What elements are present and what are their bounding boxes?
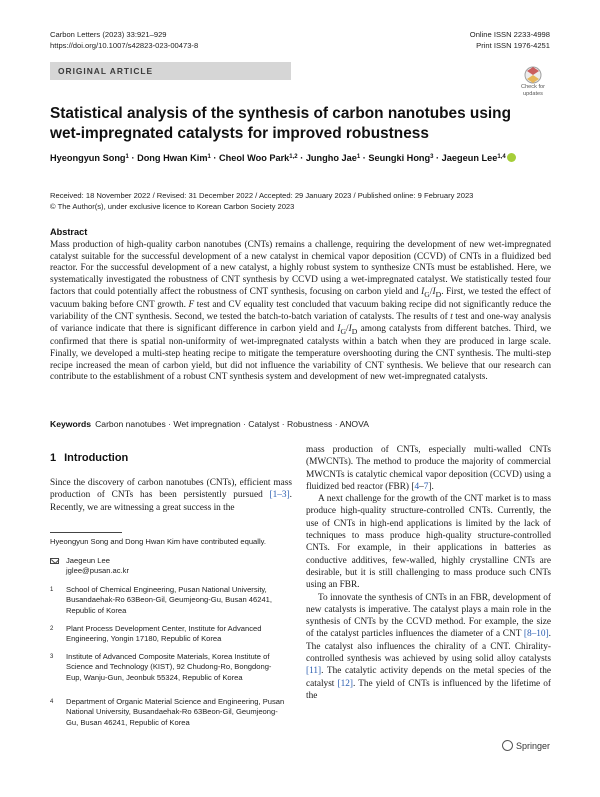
author-name[interactable]: Cheol Woo Park xyxy=(219,153,290,163)
footnote-divider xyxy=(50,532,122,533)
author-name[interactable]: Jaegeun Lee xyxy=(441,153,498,163)
author-name[interactable]: Hyeongyun Song xyxy=(50,153,126,163)
corresponding-author-name: Jaegeun Lee xyxy=(66,556,110,565)
equal-contribution-note: Hyeongyun Song and Dong Hwan Kim have contributed equally. xyxy=(50,537,266,546)
article-type-bar xyxy=(50,62,291,80)
publication-dates xyxy=(50,190,473,212)
citation-link[interactable]: [8–10] xyxy=(523,629,549,640)
publisher-name: Springer xyxy=(515,741,550,751)
abstract-body: Mass production of high-quality carbon nanotubes (CNTs) remains a challenge, requiring the development of new wet-impregnated catalyst suitable for the successful development of a new catalyst in chemical vapor deposition (CCVD) of CNTs in a fluidized bed reactor. For the successful development of a new catalyst, a highly robust system to synthesize CNTs must be established. Here, we systematically investigated the robustness of CNT synthesis by CCVD using a wet-impregnated catalyst. We statistically tested four factors that could potentially affect the robustness of CNT synthesis, focusing on carbon yield and $I_G/I_D$. First, we tested the effect of vacuum baking before CNT growth. F test and CV equality test concluded that vacuum baking recipe did not significantly reduce the variability of the CNT synthesis. Second, we tested the batch-to-batch variation of catalysts. The results of t test and one-way analysis of variance indicate that there is significant difference in carbon yield and $I_G/I_D$ among catalysts from different batches. Third, we confirmed that there is spatial non-uniformity of wet-impregnated catalysts within a batch when they are produced in large scale. Finally, we developed a multi-step heating recipe to mitigate the temperature overshooting during the CNT synthesis. The multi-step recipe increased the mean of carbon yield, but did not influence the variability of CNT synthesis. We believe that our research can contribute to the establishment of a robust CNT synthesis system and development of new wet-impregnated catalysts. xyxy=(50,240,551,383)
citation-link[interactable]: [12] xyxy=(337,678,353,689)
orcid-icon[interactable] xyxy=(507,153,516,162)
journal-citation: Carbon Letters (2023) 33:921–929 xyxy=(50,30,167,39)
author-name[interactable]: Seungki Hong xyxy=(368,153,431,163)
keywords-label: Keywords xyxy=(50,419,92,429)
abstract-heading: Abstract xyxy=(50,227,88,237)
affiliation-2: 2 Plant Process Development Center, Institute for Advanced Engineering, Yongin 17180, Republic of Korea xyxy=(50,624,262,644)
doi-link[interactable]: https://doi.org/10.1007/s42823-023-00473-8 xyxy=(50,41,199,50)
history-dates: Received: 18 November 2022 / Revised: 31 December 2022 / Accepted: 29 January 2023 / Published online: 9 February 2023 xyxy=(50,191,474,200)
citation-link[interactable]: 4 xyxy=(414,481,420,492)
intro-paragraph: Since the discovery of carbon nanotubes (CNTs), efficient mass production of CNTs has been persistently pursued [1–3]. Recently, we are witnessing a great success in the xyxy=(50,478,292,513)
print-issn: Print ISSN 1976-4251 xyxy=(476,41,550,50)
section-number: 1 xyxy=(50,452,57,464)
copyright-line: © The Author(s), under exclusive licence to Korean Carbon Society 2023 xyxy=(50,202,295,211)
email-icon xyxy=(50,558,59,564)
intro-paragraph: A next challenge for the growth of the CNT market is to mass produce high-quality structure-controlled CNTs. Currently, the use of CNTs in high-end applications is limited by the lack of techniques to mass produce high-quality structure-controlled CNTs. For example, in their applications in batteries as conductive additives, few-walled, highly crystalline CNTs are desirable, but it is still challenging to mass produce such CNTs using an FBR. xyxy=(306,494,551,591)
springer-horse-icon xyxy=(502,740,513,751)
running-header-right xyxy=(470,29,550,51)
affiliation-4: 4 Department of Organic Material Science and Engineering, Pusan National University, Busandaehak-Ro 63Beon-Gil, Geumjeong-Gu, Busan 46241, Republic of Korea xyxy=(50,697,285,727)
citation-link[interactable]: [11] xyxy=(306,666,322,677)
section-title: Introduction xyxy=(64,452,129,464)
citation-link[interactable]: [1–3] xyxy=(269,490,290,501)
intro-right-column xyxy=(306,444,551,702)
intro-paragraph: To innovate the synthesis of CNTs in an FBR, development of new catalysts is imperative. The catalyst plays a main role in the synthesis of CNTs by the CCVD method. For example, the size of the catalyst particles influences the diameter of a CNT [8–10]. The catalyst also influences the chirality of a CNT. Chirality-controlled synthesis was achieved by using solid alloy catalysts [11]. The catalytic activity depends on the metal species of the catalyst [12]. The yield of CNTs is influenced by the lifetime of the xyxy=(306,592,551,701)
author-name[interactable]: Jungho Jae xyxy=(305,153,357,163)
online-issn: Online ISSN 2233-4998 xyxy=(469,30,550,39)
keywords xyxy=(50,419,369,429)
keywords-list: Carbon nanotubes · Wet impregnation · Catalyst · Robustness · ANOVA xyxy=(95,419,369,429)
affiliation-3: 3 Institute of Advanced Composite Materials, Korea Institute of Science and Technology (KIST), 92 Chudong-Ro, Bongdong-Eup, Wanju-Gun, Jeonbuk 55324, Republic of Korea xyxy=(50,652,272,682)
running-header-left xyxy=(50,29,198,51)
affiliation-1: 1 School of Chemical Engineering, Pusan National University, Busandaehak-Ro 63Beon-Gil, Geumjeong-Gu, Busan 46241, Republic of Korea xyxy=(50,585,273,615)
author-name[interactable]: Dong Hwan Kim xyxy=(137,153,208,163)
article-title: Statistical analysis of the synthesis of carbon nanotubes using wet-impregnated catalysts for improved robustness xyxy=(50,105,511,142)
author-list: Hyeongyun Song$^1$ · Dong Hwan Kim$^1$ · Cheol Woo Park$^{1,2}$ · Jungho Jae$^1$ · Seungki Hong$^3$ · Jaegeun Lee$^{1,4}$ xyxy=(50,153,550,163)
intro-left-column xyxy=(50,477,292,514)
corresponding-author-email[interactable]: jglee@pusan.ac.kr xyxy=(66,566,130,576)
publisher-logo xyxy=(502,740,550,751)
check-for-updates-label[interactable]: Check for updates xyxy=(521,84,545,97)
corresponding-author xyxy=(50,556,286,577)
section-heading xyxy=(50,452,128,464)
article-type-label: ORIGINAL ARTICLE xyxy=(58,66,154,76)
citation-link[interactable]: 7 xyxy=(423,481,429,492)
intro-paragraph: mass production of CNTs, especially multi-walled CNTs (MWCNTs). The method to produce the majority of commercial MWCNTs is catalytic chemical vapor deposition (CCVD) using a fluidized bed reactor (FBR) [4–7]. xyxy=(306,445,551,492)
